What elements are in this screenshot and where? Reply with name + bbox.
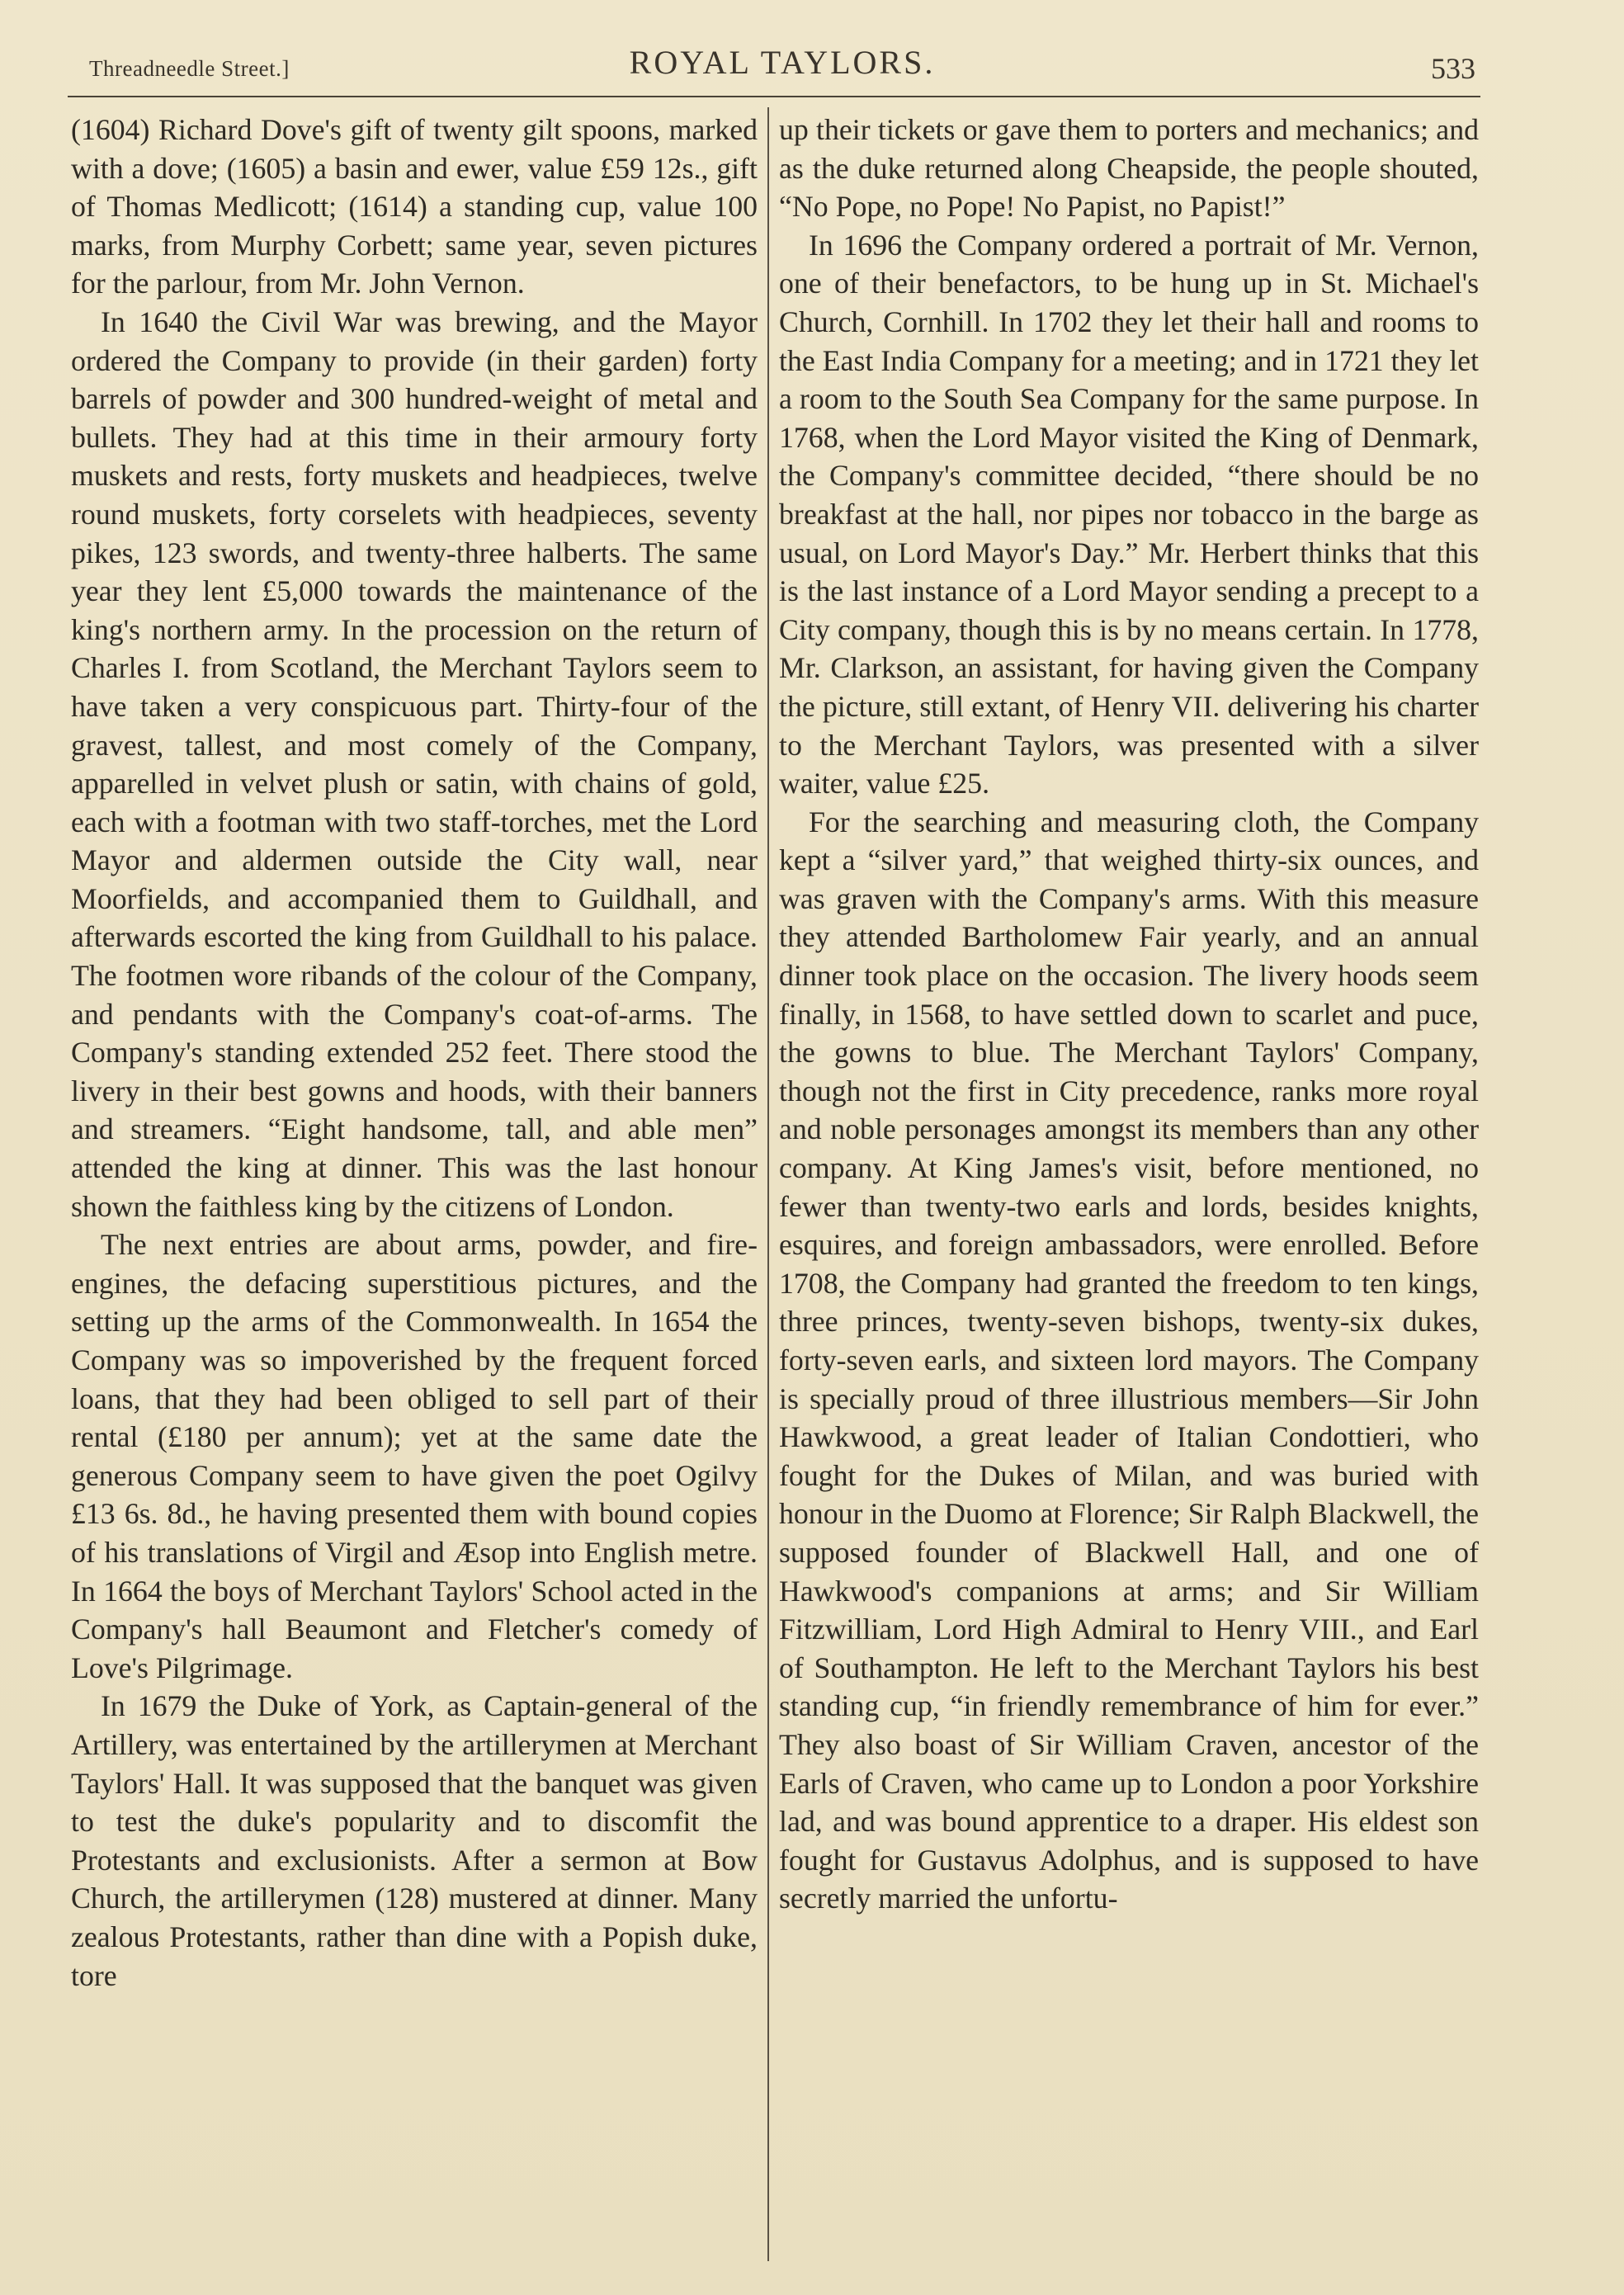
- paragraph: up their tickets or gave them to porters and mechanics; and as the duke returned along Cheapside, the people shouted, “No Pope, no Pope! No Papist, no Papist!”: [779, 113, 1479, 224]
- paragraph: In 1679 the Duke of York, as Captain-general of the Artillery, was entertained by the artillerymen at Merchant Taylors' Hall. It was supposed that the banquet was given to test the duke's popularity and to discomfit the Protestants and exclusionists. After a sermon at Bow Church, the artillerymen (128) mustered at dinner. Many zealous Protestants, rather than dine with a Popish duke, tore: [71, 1689, 758, 1992]
- running-head-title: ROYAL TAYLORS.: [629, 44, 936, 81]
- paragraph: In 1640 the Civil War was brewing, and the Mayor ordered the Company to provide (in their garden) forty barrels of powder and 300 hundred-weight of metal and bullets. They had at this time in their armoury forty muskets and rests, forty muskets and headpieces, twelve round muskets, forty corselets with headpieces, seventy pikes, 123 swords, and twenty-three halberts. The same year they lent £5,000 towards the maintenance of the king's northern army. In the procession on the return of Charles I. from Scotland, the Merchant Taylors seem to have taken a very conspicuous part. Thirty-four of the gravest, tallest, and most comely of the Company, apparelled in velvet plush or satin, with chains of gold, each with a footman with two staff-torches, met the Lord Mayor and aldermen outside the City wall, near Moorfields, and accompanied them to Guildhall, and afterwards escorted the king from Guildhall to his palace. The footmen wore ribands of the colour of the Company, and pendants with the Company's coat-of-arms. The Company's standing extended 252 feet. There stood the livery in their best gowns and hoods, with their banners and streamers. “Eight handsome, tall, and able men” attended the king at dinner. This was the last honour shown the faithless king by the citizens of London.: [71, 305, 758, 1223]
- header-rule: [68, 96, 1480, 97]
- page-number: 533: [1431, 52, 1475, 85]
- page-header: [89, 43, 1475, 96]
- left-column: [71, 111, 758, 1995]
- paragraph: In 1696 the Company ordered a portrait of Mr. Vernon, one of their benefactors, to be hung up in St. Michael's Church, Cornhill. In 1702 they let their hall and rooms to the East India Company for a meeting; and in 1721 they let a room to the South Sea Company for the same purpose. In 1768, when the Lord Mayor visited the King of Denmark, the Company's committee decided, “there should be no breakfast at the hall, nor pipes nor tobacco in the barge as usual, on Lord Mayor's Day.” Mr. Herbert thinks that this is the last instance of a Lord Mayor sending a precept to a City company, though this is by no means certain. In 1778, Mr. Clarkson, an assistant, for having given the Company the picture, still extant, of Henry VII. delivering his charter to the Merchant Taylors, was presented with a silver waiter, value £25.: [779, 228, 1479, 800]
- column-divider: [767, 107, 769, 2261]
- running-head-location: Threadneedle Street.]: [89, 56, 290, 81]
- paragraph: (1604) Richard Dove's gift of twenty gilt spoons, marked with a dove; (1605) a basin and ewer, value £59 12s., gift of Thomas Medlicott; (1614) a standing cup, value 100 marks, from Murphy Corbett; same year, seven pictures for the parlour, from Mr. John Vernon.: [71, 113, 758, 300]
- right-column: [779, 111, 1479, 1918]
- paragraph: For the searching and measuring cloth, the Company kept a “silver yard,” that weighed thirty-six ounces, and was graven with the Company's arms. With this measure they attended Bartholomew Fair yearly, and an annual dinner took place on the occasion. The livery hoods seem finally, in 1568, to have settled down to scarlet and puce, the gowns to blue. The Merchant Taylors' Company, though not the first in City precedence, ranks more royal and noble personages amongst its members than any other company. At King James's visit, before mentioned, no fewer than twenty-two earls and lords, besides knights, esquires, and foreign ambassadors, were enrolled. Before 1708, the Company had granted the freedom to ten kings, three princes, twenty-seven bishops, twenty-six dukes, forty-seven earls, and sixteen lord mayors. The Company is specially proud of three illustrious members—Sir John Hawkwood, a great leader of Italian Condottieri, who fought for the Dukes of Milan, and was buried with honour in the Duomo at Florence; Sir Ralph Blackwell, the supposed founder of Blackwell Hall, and one of Hawkwood's companions at arms; and Sir William Fitzwilliam, Lord High Admiral to Henry VIII., and Earl of Southampton. He left to the Merchant Taylors his best standing cup, “in friendly remembrance of him for ever.” They also boast of Sir William Craven, ancestor of the Earls of Craven, who came up to London a poor Yorkshire lad, and was bound apprentice to a draper. His eldest son fought for Gustavus Adolphus, and is supposed to have secretly married the unfortu-: [779, 805, 1479, 1915]
- paragraph: The next entries are about arms, powder, and fire-engines, the defacing superstitious pictures, and the setting up the arms of the Commonwealth. In 1654 the Company was so impoverished by the frequent forced loans, that they had been obliged to sell part of their rental (£180 per annum); yet at the same date the generous Company seem to have given the poet Ogilvy £13 6s. 8d., he having presented them with bound copies of his translations of Virgil and Æsop into English metre. In 1664 the boys of Merchant Taylors' School acted in the Company's hall Beaumont and Fletcher's comedy of Love's Pilgrimage.: [71, 1228, 758, 1684]
